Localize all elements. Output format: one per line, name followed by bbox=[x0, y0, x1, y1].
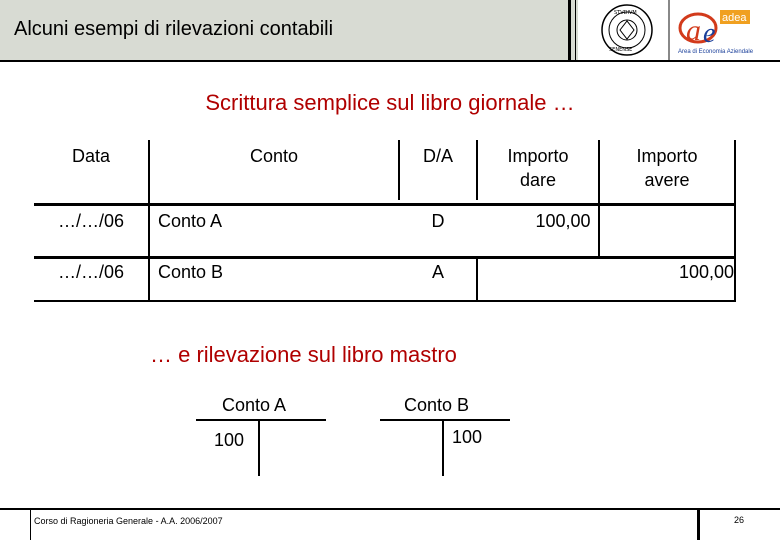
t-account-a-stem bbox=[258, 420, 260, 476]
t-account-a-name: Conto A bbox=[222, 395, 287, 415]
slide-title: Alcuni esempi di rilevazioni contabili bbox=[14, 18, 334, 40]
header-data: Data bbox=[71, 146, 111, 166]
table-bottom-border bbox=[34, 300, 736, 302]
logo-separator bbox=[668, 0, 670, 60]
row1-dare: 100,00 bbox=[535, 211, 591, 231]
t-account-b-name: Conto B bbox=[404, 395, 470, 415]
header-importo-avere: Importo bbox=[636, 146, 698, 166]
header-divider bbox=[568, 0, 571, 60]
col-sep-da-lower bbox=[476, 256, 478, 302]
header-importo-dare: Importo bbox=[507, 146, 569, 166]
footer-course: Corso di Ragioneria Generale - A.A. 2006/2007 bbox=[34, 516, 223, 526]
header-da: D/A bbox=[422, 146, 453, 166]
university-seal-logo bbox=[600, 3, 654, 57]
row1-conto: Conto A bbox=[158, 211, 223, 231]
row-sep-2 bbox=[34, 256, 736, 259]
svg-text:a: a bbox=[686, 14, 701, 47]
t-account-a-dare: 100 bbox=[214, 430, 245, 450]
header-importo-dare-line2: dare bbox=[519, 170, 557, 190]
header-divider-thin bbox=[575, 0, 576, 60]
t-account-a-top bbox=[196, 419, 326, 421]
row2-data: …/…/06 bbox=[57, 262, 125, 282]
row2-conto: Conto B bbox=[158, 262, 224, 282]
row-sep-1 bbox=[34, 203, 736, 206]
logo-area bbox=[578, 0, 780, 60]
row2-avere: 100,00 bbox=[678, 262, 734, 282]
svg-text:SENENSE: SENENSE bbox=[609, 47, 633, 53]
header-conto: Conto bbox=[249, 146, 299, 166]
svg-text:Area di Economia Aziendale: Area di Economia Aziendale bbox=[678, 49, 754, 55]
ledger-title: … e rilevazione sul libro mastro bbox=[150, 342, 457, 367]
page-number: 26 bbox=[734, 515, 745, 525]
t-account-b-stem bbox=[442, 420, 444, 476]
header-bar bbox=[0, 0, 780, 62]
aedea-logo bbox=[676, 6, 776, 56]
header-importo-avere-line2: avere bbox=[644, 170, 690, 190]
svg-text:e: e bbox=[703, 18, 716, 49]
t-account-b-top bbox=[380, 419, 510, 421]
row2-da: A bbox=[431, 262, 444, 282]
svg-text:adea: adea bbox=[722, 12, 747, 24]
t-account-b-avere: 100 bbox=[452, 427, 483, 447]
row1-da: D bbox=[431, 211, 445, 231]
table-right-border bbox=[734, 140, 736, 302]
row1-data: …/…/06 bbox=[57, 211, 125, 231]
svg-text:STVDIVM: STVDIVM bbox=[614, 10, 637, 16]
journal-title: Scrittura semplice sul libro giornale … bbox=[205, 90, 575, 115]
